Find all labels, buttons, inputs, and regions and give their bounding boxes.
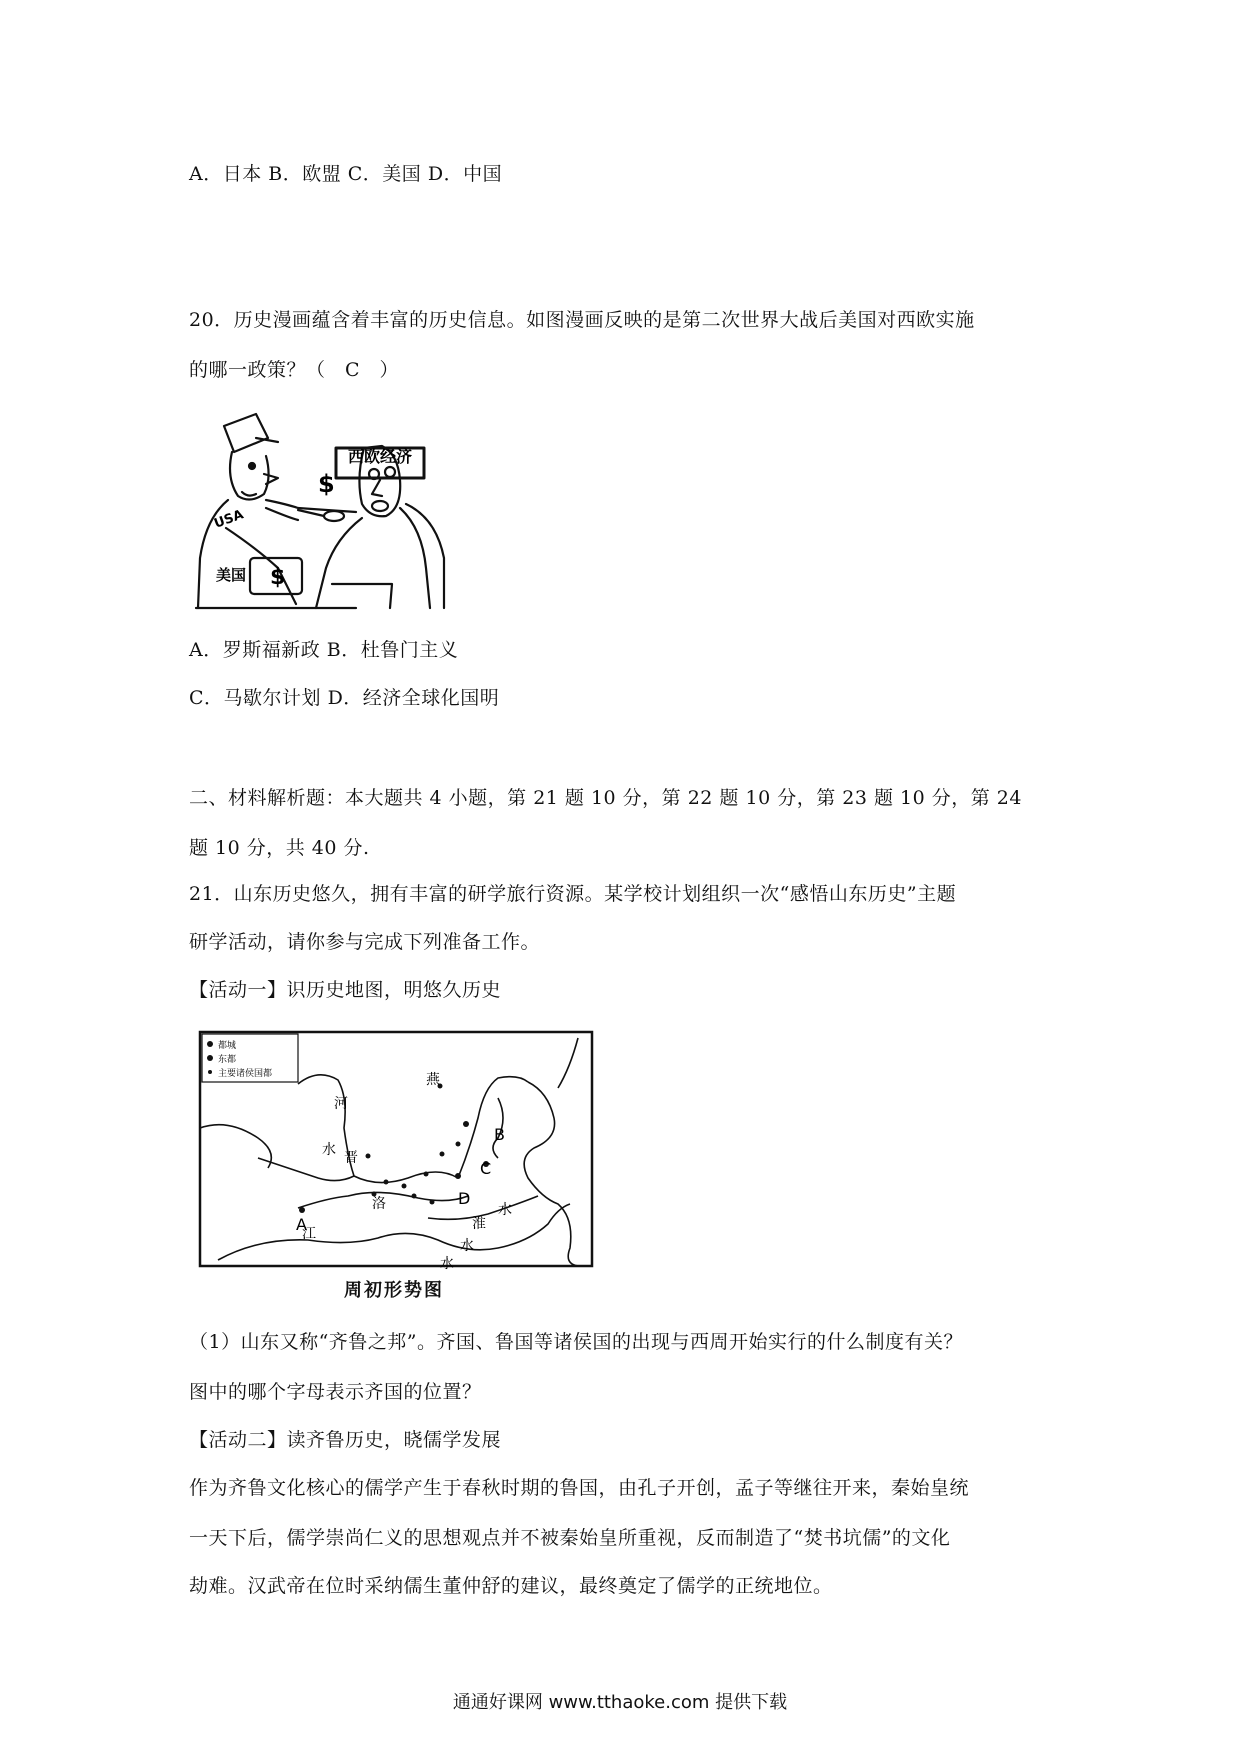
paragraph-line2: 一天下后，儒学崇尚仁义的思想观点并不被秦始皇所重视，反而制造了“焚书坑儒”的文化 — [189, 1527, 951, 1549]
zhou-map — [198, 1028, 596, 1270]
q20-options-line2: C．马歇尔计划 D．经济全球化国明 — [189, 687, 500, 709]
usa-cap-label: USA — [212, 507, 246, 532]
label-shui3: 水 — [460, 1238, 474, 1254]
q21-stem-line1: 21．山东历史悠久，拥有丰富的研学旅行资源。某学校计划组织一次“感悟山东历史”主题 — [189, 883, 957, 905]
marshall-plan-cartoon — [186, 408, 476, 612]
q21-sub1-line1: （1）山东又称“齐鲁之邦”。齐国、鲁国等诸侯国的出现与西周开始实行的什么制度有关？ — [189, 1331, 964, 1353]
west-europe-label: 西欧经济 — [347, 447, 413, 466]
label-shui4: 水 — [440, 1256, 454, 1270]
section2-line2: 题 10 分，共 40 分. — [189, 837, 370, 859]
map-letter-a: A — [296, 1215, 307, 1234]
q21-sub1-line2: 图中的哪个字母表示齐国的位置？ — [189, 1381, 482, 1403]
map-letter-b: B — [494, 1125, 505, 1144]
label-jiang: 江 — [302, 1226, 316, 1242]
label-he: 河 — [334, 1096, 348, 1112]
q20-options-line1: A．罗斯福新政 B．杜鲁门主义 — [189, 639, 459, 661]
activity1-heading: 【活动一】识历史地图，明悠久历史 — [189, 979, 502, 1001]
map-letter-d: D — [458, 1189, 471, 1208]
usa-label: 美国 — [216, 566, 247, 584]
section2-line1: 二、材料解析题：本大题共 4 小题，第 21 题 10 分，第 22 题 10 分，第 23 题 10 分，第 24 — [189, 787, 1022, 809]
dollar-sign-2: $ — [270, 565, 286, 590]
q19-options: A．日本 B．欧盟 C．美国 D．中国 — [189, 163, 503, 185]
label-shui2: 水 — [498, 1202, 512, 1218]
dollar-sign-1: $ — [318, 470, 335, 498]
legend-3: 主要诸侯国都 — [218, 1069, 273, 1079]
label-luo: 洛 — [372, 1196, 386, 1212]
legend-1: 都城 — [218, 1041, 237, 1051]
q21-stem-line2: 研学活动，请你参与完成下列准备工作。 — [189, 931, 541, 953]
label-yan: 燕 — [426, 1072, 440, 1088]
legend-2: 东都 — [218, 1055, 237, 1065]
label-shui1: 水 — [322, 1142, 336, 1158]
page-footer: 通通好课网 www.tthaoke.com 提供下载 — [452, 1692, 788, 1713]
q20-stem-line2: 的哪一政策？（ C ） — [189, 359, 400, 381]
q20-stem-line1: 20．历史漫画蕴含着丰富的历史信息。如图漫画反映的是第二次世界大战后美国对西欧实施 — [189, 309, 975, 331]
paragraph-line1: 作为齐鲁文化核心的儒学产生于春秋时期的鲁国，由孔子开创，孟子等继往开来，秦始皇统 — [189, 1477, 970, 1499]
map-caption: 周初形势图 — [344, 1280, 444, 1301]
label-huai: 淮 — [472, 1216, 486, 1232]
label-jin: 晋 — [344, 1150, 358, 1166]
map-letter-c: C — [480, 1159, 492, 1178]
paragraph-line3: 劫难。汉武帝在位时采纳儒生董仲舒的建议，最终奠定了儒学的正统地位。 — [189, 1575, 833, 1597]
activity2-heading: 【活动二】读齐鲁历史，晓儒学发展 — [189, 1429, 502, 1451]
